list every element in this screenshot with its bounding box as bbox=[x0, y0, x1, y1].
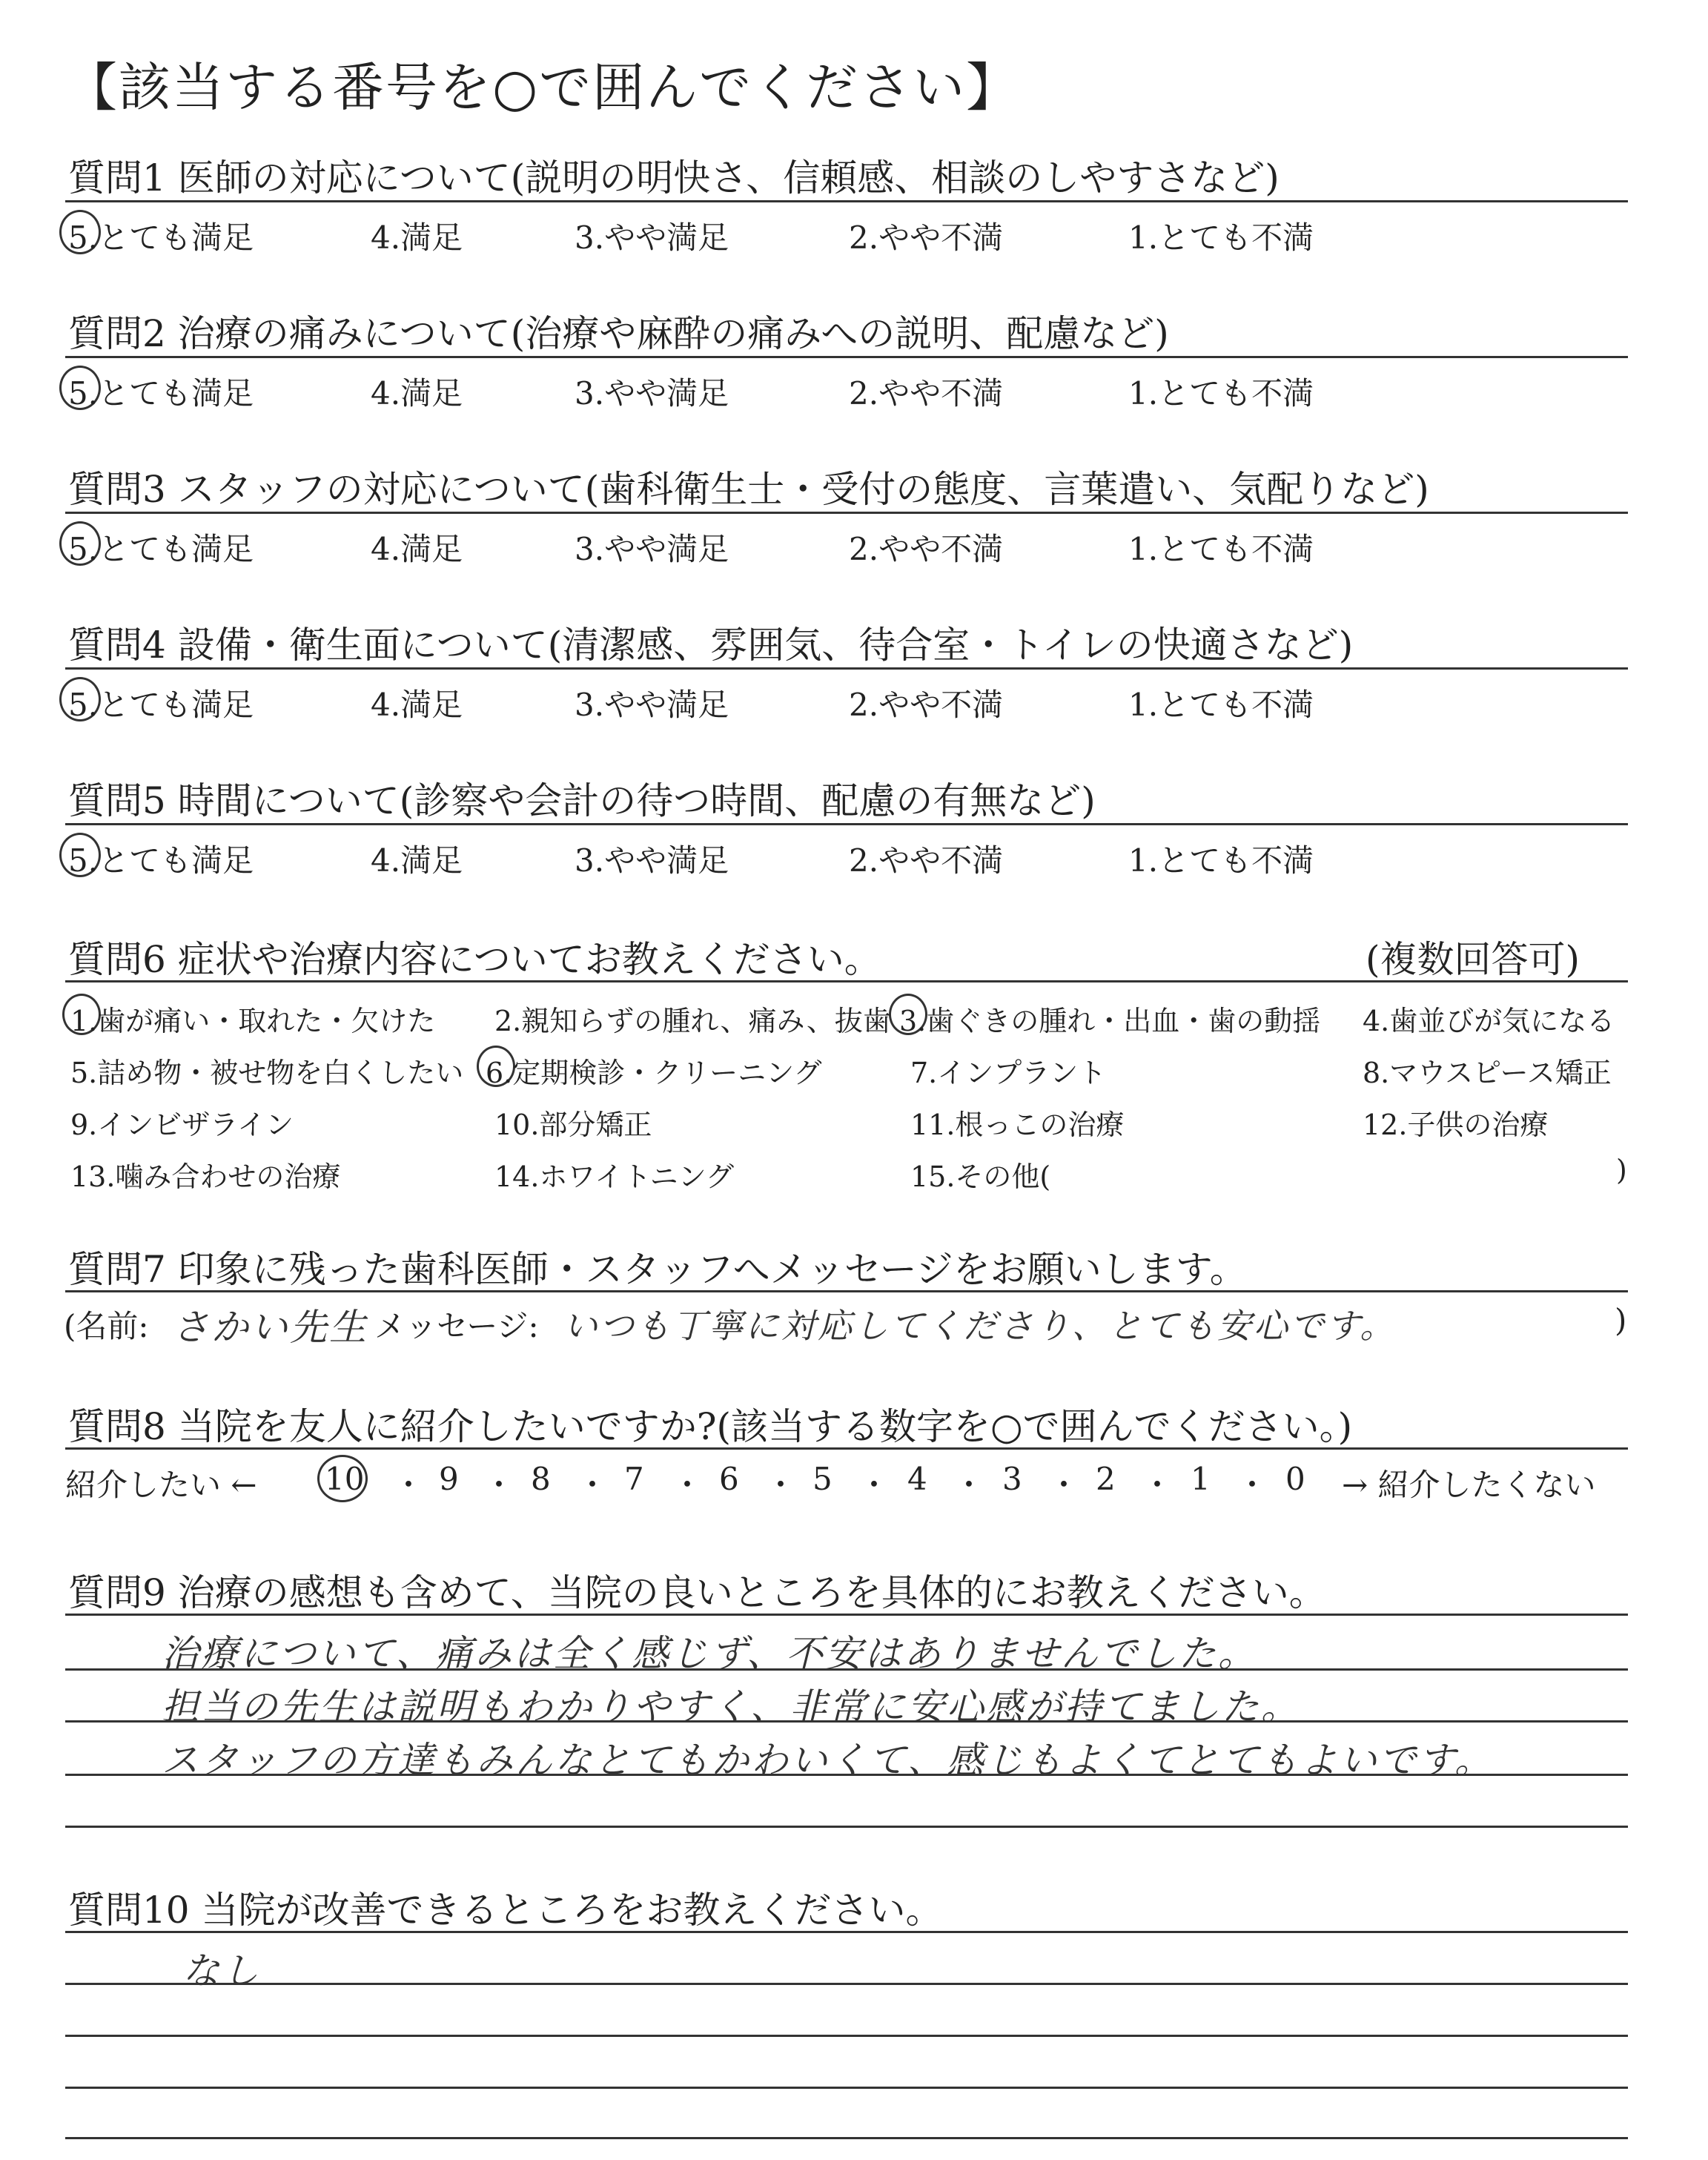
q3-option-3[interactable]: 3.やや満足 bbox=[575, 531, 729, 567]
q6-option-7[interactable]: 7.インプラント bbox=[910, 1057, 1107, 1089]
score-5[interactable]: 5 bbox=[812, 1461, 833, 1497]
q5-option-4[interactable]: 4.満足 bbox=[371, 842, 463, 879]
q4-option-4[interactable]: 4.満足 bbox=[371, 687, 463, 723]
divider bbox=[65, 980, 1628, 982]
q9-answer-line-3[interactable]: スタッフの方達もみんなとてもかわいくて、感じもよくてとてもよいです。 bbox=[162, 1739, 1494, 1782]
answer-line bbox=[65, 1668, 1628, 1671]
other-close-paren: ) bbox=[1616, 1154, 1627, 1186]
q6-option-2[interactable]: 2.親知らずの腫れ、痛み、抜歯 bbox=[494, 1005, 891, 1037]
q6-option-14[interactable]: 14.ホワイトニング bbox=[494, 1160, 735, 1193]
q2-option-5[interactable]: 5.とても満足 bbox=[68, 375, 254, 412]
score-1[interactable]: 1 bbox=[1191, 1461, 1211, 1497]
answer-line bbox=[65, 1826, 1628, 1828]
question-2-title: 質問2 治療の痛みについて(治療や麻酔の痛みへの説明、配慮など) bbox=[68, 312, 1169, 355]
multiple-answers-note: (複数回答可) bbox=[1366, 938, 1580, 981]
page-title: 【該当する番号を○で囲んでください】 bbox=[65, 57, 1020, 118]
score-0[interactable]: 0 bbox=[1285, 1461, 1305, 1497]
message-close-paren: ) bbox=[1615, 1302, 1627, 1338]
message-value[interactable]: いつも丁寧に対応してくださり、とても安心です。 bbox=[563, 1306, 1397, 1346]
name-label: (名前: bbox=[64, 1308, 149, 1344]
q5-option-3[interactable]: 3.やや満足 bbox=[575, 842, 729, 879]
q6-option-13[interactable]: 13.噛み合わせの治療 bbox=[70, 1160, 341, 1193]
score-8[interactable]: 8 bbox=[531, 1461, 551, 1497]
recommend-right-label: → 紹介したくない bbox=[1342, 1467, 1596, 1503]
q3-option-5[interactable]: 5.とても満足 bbox=[68, 531, 254, 567]
message-label: メッセージ: bbox=[374, 1308, 539, 1344]
scale-dot: ・ bbox=[577, 1467, 609, 1503]
q6-option-6[interactable]: 6.定期検診・クリーニング bbox=[486, 1057, 822, 1089]
q4-option-2[interactable]: 2.やや不満 bbox=[849, 687, 1004, 723]
q6-option-3[interactable]: 3.歯ぐきの腫れ・出血・歯の動揺 bbox=[899, 1005, 1321, 1037]
q6-option-8[interactable]: 8.マウスピース矯正 bbox=[1363, 1057, 1612, 1089]
q2-option-4[interactable]: 4.満足 bbox=[371, 375, 463, 412]
question-1-title: 質問1 医師の対応について(説明の明快さ、信頼感、相談のしやすさなど) bbox=[68, 156, 1280, 199]
q9-answer-line-2[interactable]: 担当の先生は説明もわかりやすく、非常に安心感が持てました。 bbox=[162, 1685, 1300, 1728]
question-7-title: 質問7 印象に残った歯科医師・スタッフへメッセージをお願いします。 bbox=[68, 1248, 1247, 1291]
q1-option-5[interactable]: 5.とても満足 bbox=[68, 219, 254, 256]
answer-line bbox=[65, 1774, 1628, 1776]
question-4-title: 質問4 設備・衛生面について(清潔感、雰囲気、待合室・トイレの快適さなど) bbox=[68, 624, 1354, 667]
score-3[interactable]: 3 bbox=[1002, 1461, 1022, 1497]
scale-dot: ・ bbox=[393, 1467, 425, 1503]
q4-option-5[interactable]: 5.とても満足 bbox=[68, 687, 254, 723]
q6-option-12[interactable]: 12.子供の治療 bbox=[1363, 1109, 1549, 1141]
q3-option-2[interactable]: 2.やや不満 bbox=[849, 531, 1004, 567]
q1-option-3[interactable]: 3.やや満足 bbox=[575, 219, 729, 256]
answer-line bbox=[65, 1931, 1628, 1933]
q1-option-2[interactable]: 2.やや不満 bbox=[849, 219, 1004, 256]
q2-option-2[interactable]: 2.やや不満 bbox=[849, 375, 1004, 412]
q3-option-1[interactable]: 1.とても不満 bbox=[1128, 531, 1314, 567]
score-6[interactable]: 6 bbox=[719, 1461, 739, 1497]
scale-dot: ・ bbox=[483, 1467, 515, 1503]
question-8-title: 質問8 当院を友人に紹介したいですか?(該当する数字を○で囲んでください。) bbox=[68, 1405, 1353, 1448]
q5-option-2[interactable]: 2.やや不満 bbox=[849, 842, 1004, 879]
scale-dot: ・ bbox=[1142, 1467, 1174, 1503]
question-6-title: 質問6 症状や治療内容についてお教えください。 bbox=[68, 938, 881, 981]
answer-line bbox=[65, 1614, 1628, 1616]
q4-option-1[interactable]: 1.とても不満 bbox=[1128, 687, 1314, 723]
q6-option-5[interactable]: 5.詰め物・被せ物を白くしたい bbox=[70, 1057, 464, 1089]
question-5-title: 質問5 時間について(診察や会計の待つ時間、配慮の有無など) bbox=[68, 779, 1096, 822]
scale-dot: ・ bbox=[858, 1467, 890, 1503]
scale-dot: ・ bbox=[1237, 1467, 1268, 1503]
q10-answer[interactable]: なし bbox=[182, 1949, 261, 1992]
q5-option-5[interactable]: 5.とても満足 bbox=[68, 842, 254, 879]
score-7[interactable]: 7 bbox=[624, 1461, 644, 1497]
q3-option-4[interactable]: 4.満足 bbox=[371, 531, 463, 567]
q2-option-3[interactable]: 3.やや満足 bbox=[575, 375, 729, 412]
q6-option-4[interactable]: 4.歯並びが気になる bbox=[1363, 1005, 1615, 1037]
name-value[interactable]: さかい先生 bbox=[172, 1306, 368, 1349]
recommend-left-label: 紹介したい ← bbox=[65, 1467, 257, 1503]
scale-dot: ・ bbox=[1048, 1467, 1080, 1503]
q1-option-4[interactable]: 4.満足 bbox=[371, 219, 463, 256]
answer-line bbox=[65, 1720, 1628, 1723]
divider bbox=[65, 512, 1628, 514]
q9-answer-line-1[interactable]: 治療について、痛みは全く感じず、不安はありませんでした。 bbox=[162, 1632, 1257, 1675]
scale-dot: ・ bbox=[953, 1467, 985, 1503]
score-10[interactable]: 10 bbox=[325, 1461, 365, 1497]
divider bbox=[65, 200, 1628, 202]
scale-dot: ・ bbox=[765, 1467, 797, 1503]
scale-dot: ・ bbox=[672, 1467, 704, 1503]
q1-option-1[interactable]: 1.とても不満 bbox=[1128, 219, 1314, 256]
divider bbox=[65, 823, 1628, 825]
q6-option-11[interactable]: 11.根っこの治療 bbox=[910, 1109, 1125, 1141]
q6-option-15[interactable]: 15.その他( bbox=[910, 1160, 1051, 1193]
score-4[interactable]: 4 bbox=[907, 1461, 927, 1497]
score-9[interactable]: 9 bbox=[439, 1461, 459, 1497]
divider bbox=[65, 667, 1628, 670]
q6-option-1[interactable]: 1.歯が痛い・取れた・欠けた bbox=[70, 1005, 436, 1037]
q6-option-9[interactable]: 9.インビザライン bbox=[70, 1109, 294, 1141]
answer-line bbox=[65, 2035, 1628, 2037]
q4-option-3[interactable]: 3.やや満足 bbox=[575, 687, 729, 723]
divider bbox=[65, 1447, 1628, 1450]
divider bbox=[65, 356, 1628, 358]
question-10-title: 質問10 当院が改善できるところをお教えください。 bbox=[68, 1889, 943, 1932]
answer-line bbox=[65, 2137, 1628, 2139]
q5-option-1[interactable]: 1.とても不満 bbox=[1128, 842, 1314, 879]
answer-line bbox=[65, 1983, 1628, 1985]
question-3-title: 質問3 スタッフの対応について(歯科衛生士・受付の態度、言葉遣い、気配りなど) bbox=[68, 468, 1429, 511]
q2-option-1[interactable]: 1.とても不満 bbox=[1128, 375, 1314, 412]
q6-option-10[interactable]: 10.部分矯正 bbox=[494, 1109, 652, 1141]
divider bbox=[65, 1290, 1628, 1292]
score-2[interactable]: 2 bbox=[1096, 1461, 1116, 1497]
answer-line bbox=[65, 2087, 1628, 2089]
question-9-title: 質問9 治療の感想も含めて、当院の良いところを具体的にお教えください。 bbox=[68, 1571, 1326, 1614]
